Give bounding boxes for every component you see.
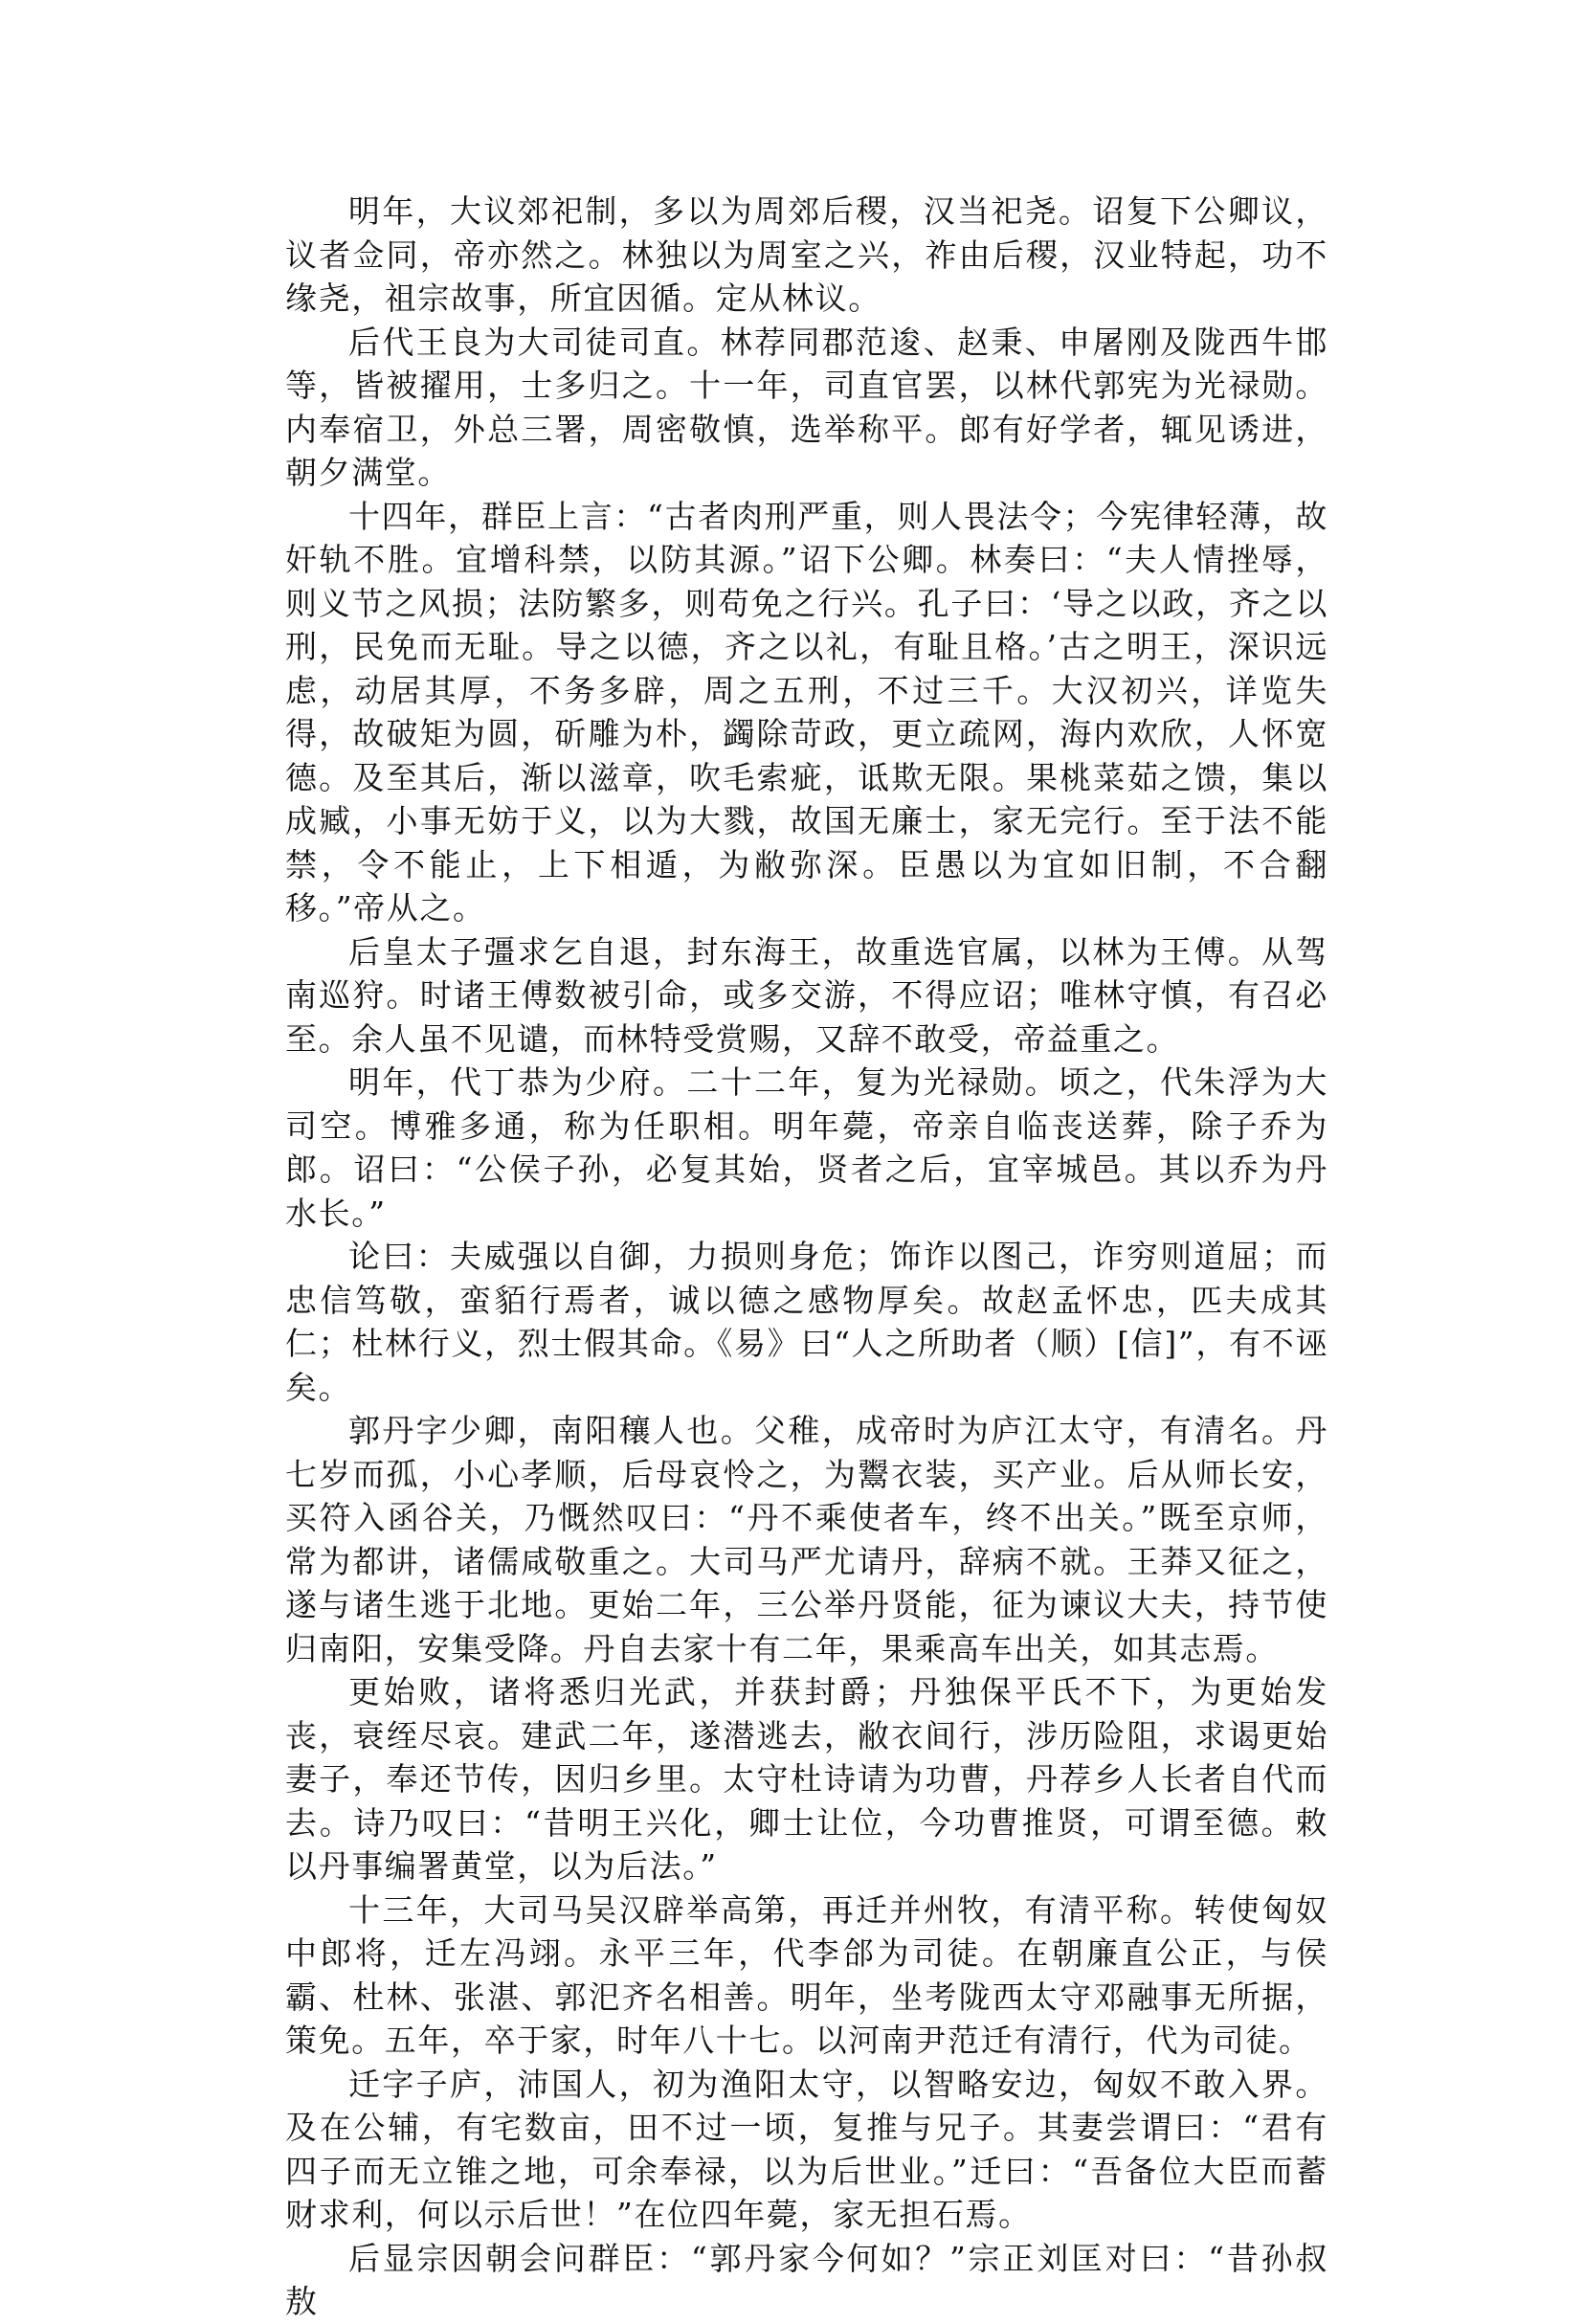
paragraph-8: 更始败，诸将悉归光武，并获封爵；丹独保平氏不下，为更始发丧，衰绖尽哀。建武二年，遂潜逃去，敝衣间行，涉历险阻，求谒更始妻子，奉还节传，因归乡里。太守杜诗请为功曹，丹荐乡人长者自代而去。诗乃叹曰：“昔明王兴化，卿士让位，今功曹推贤，可谓至德。敕以丹事编署黄堂，以为后法。” [285, 1673, 1328, 1885]
paragraph-2: 后代王良为大司徒司直。林荐同郡范逡、赵秉、申屠刚及陇西牛邯等，皆被擢用，士多归之。十一年，司直官罢，以林代郭宪为光禄勋。内奉宿卫，外总三署，周密敬慎，选举称平。郎有好学者，辄见诱进，朝夕满堂。 [285, 323, 1328, 491]
paragraph-5: 明年，代丁恭为少府。二十二年，复为光禄勋。顷之，代朱浮为大司空。博雅多通，称为任职相。明年薨，帝亲自临丧送葬，除子乔为郎。诏曰：“公侯子孙，必复其始，贤者之后，宜宰城邑。其以乔为丹水长。” [285, 1063, 1328, 1232]
paragraph-4: 后皇太子彊求乞自退，封东海王，故重选官属，以林为王傅。从驾南巡狩。时诸王傅数被引命，或多交游，不得应诏；唯林守慎，有召必至。余人虽不见谴，而林特受赏赐，又辞不敢受，帝益重之。 [285, 932, 1328, 1058]
body-text [285, 190, 1328, 2324]
paragraph-1: 明年，大议郊祀制，多以为周郊后稷，汉当祀尧。诏复下公卿议，议者佥同，帝亦然之。林独以为周室之兴，祚由后稷，汉业特起，功不缘尧，祖宗故事，所宜因循。定从林议。 [285, 192, 1328, 317]
paragraph-6: 论曰：夫威强以自御，力损则身危；饰诈以图己，诈穷则道屈；而忠信笃敬，蛮貊行焉者，诚以德之感物厚矣。故赵孟怀忠，匹夫成其仁；杜林行义，烈士假其命。《易》曰“人之所助者（顺）[信]”，有不诬矣。 [285, 1238, 1328, 1406]
paragraph-7: 郭丹字少卿，南阳穰人也。父稚，成帝时为庐江太守，有清名。丹七岁而孤，小心孝顺，后母哀怜之，为鬻衣装，买产业。后从师长安，买符入函谷关，乃慨然叹曰：“丹不乘使者车，终不出关。”既至京师，常为都讲，诸儒咸敬重之。大司马严尤请丹，辞病不就。王莽又征之，遂与诸生逃于北地。更始二年，三公举丹贤能，征为谏议大夫，持节使归南阳，安集受降。丹自去家十有二年，果乘高车出关，如其志焉。 [285, 1412, 1328, 1667]
paragraph-3: 十四年，群臣上言：“古者肉刑严重，则人畏法令；今宪律轻薄，故奸轨不胜。宜增科禁，以防其源。”诏下公卿。林奏曰：“夫人情挫辱，则义节之风损；法防繁多，则苟免之行兴。孔子曰：‘导之以政，齐之以刑，民免而无耻。导之以德，齐之以礼，有耻且格。’古之明王，深识远虑，动居其厚，不务多辟，周之五刑，不过三千。大汉初兴，详览失得，故破矩为圆，斫雕为朴，蠲除苛政，更立疏网，海内欢欣，人怀宽德。及至其后，渐以滋章，吹毛索疵，诋欺无限。果桃菜茹之馈，集以成臧，小事无妨于义，以为大戮，故国无廉士，家无完行。至于法不能禁，令不能止，上下相遁，为敝弥深。臣愚以为宜如旧制，不合翻移。”帝从之。 [285, 497, 1328, 927]
paragraph-10: 迁字子庐，沛国人，初为渔阳太守，以智略安边，匈奴不敢入界。及在公辅，有宅数亩，田不过一顷，复推与兄子。其妻尝谓曰：“君有四子而无立锥之地，可余奉禄，以为后世业。”迁曰：“吾备位大臣而蓄财求利，何以示后世！”在位四年薨，家无担石焉。 [285, 2065, 1328, 2233]
paragraph-11: 后显宗因朝会问群臣：“郭丹家今何如？”宗正刘匡对曰：“昔孙叔敖 [285, 2239, 1328, 2320]
paragraph-9: 十三年，大司马吴汉辟举高第，再迁并州牧，有清平称。转使匈奴中郎将，迁左冯翊。永平三年，代李郃为司徒。在朝廉直公正，与侯霸、杜林、张湛、郭汜齐名相善。明年，坐考陇西太守邓融事无所据，策免。五年，卒于家，时年八十七。以河南尹范迁有清行，代为司徒。 [285, 1890, 1328, 2059]
